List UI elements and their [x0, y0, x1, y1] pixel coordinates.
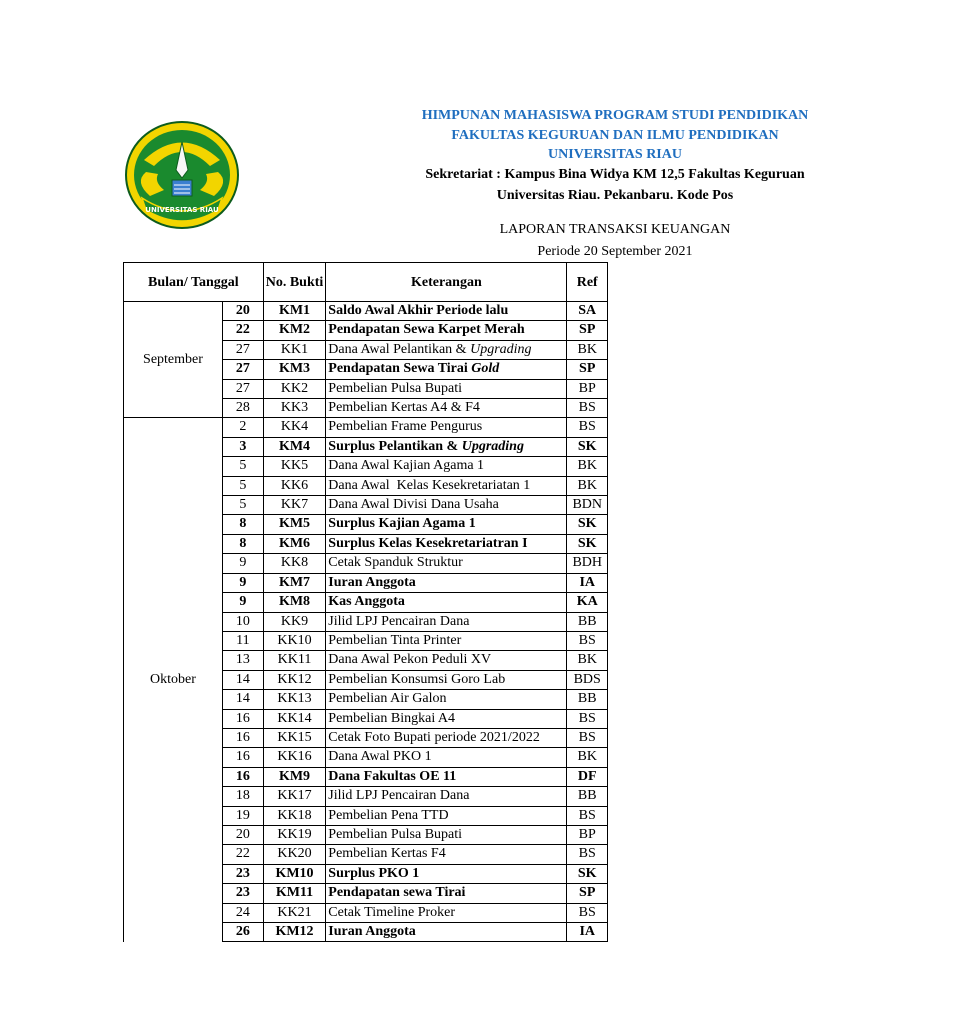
bukti-cell: KK5	[263, 457, 326, 476]
keterangan-text: Kas Anggota	[328, 594, 405, 610]
keterangan-cell	[326, 360, 567, 379]
keterangan-cell	[326, 399, 567, 418]
bukti-cell: KK7	[263, 496, 326, 515]
keterangan-text: Pembelian Air Galon	[328, 691, 447, 707]
col-header-keterangan: Keterangan	[326, 263, 567, 302]
keterangan-text: Dana Awal Kelas Kesekretariatan 1	[328, 477, 531, 493]
keterangan-cell	[326, 437, 567, 456]
bukti-cell: KK6	[263, 476, 326, 495]
keterangan-cell	[326, 825, 567, 844]
keterangan-text: Dana Awal Divisi Dana Usaha	[328, 497, 499, 513]
bukti-cell: KM9	[263, 767, 326, 786]
day-cell: 10	[222, 612, 263, 631]
bukti-cell: KK3	[263, 399, 326, 418]
keterangan-text: Pembelian Bingkai A4	[328, 710, 456, 726]
ref-cell: BK	[567, 340, 608, 359]
keterangan-italic-text: Gold	[471, 361, 500, 377]
ref-cell: BK	[567, 748, 608, 767]
keterangan-cell	[326, 864, 567, 883]
keterangan-text: Pembelian Kertas A4 & F4	[328, 400, 480, 416]
col-header-bulan-tanggal: Bulan/ Tanggal	[124, 263, 264, 302]
keterangan-text: Pendapatan Sewa Karpet Merah	[328, 322, 525, 338]
keterangan-text: Cetak Timeline Proker	[328, 904, 456, 920]
ref-cell: BS	[567, 631, 608, 650]
bukti-cell: KK11	[263, 651, 326, 670]
keterangan-cell	[326, 593, 567, 612]
keterangan-text: Surplus Kelas Kesekretariatran I	[328, 535, 528, 551]
bukti-cell: KK16	[263, 748, 326, 767]
col-header-ref: Ref	[567, 263, 608, 302]
keterangan-cell	[326, 631, 567, 650]
bukti-cell: KK1	[263, 340, 326, 359]
bukti-cell: KM11	[263, 884, 326, 903]
keterangan-cell	[326, 923, 567, 942]
keterangan-text: Pembelian Frame Pengurus	[328, 419, 483, 435]
bukti-cell: KK15	[263, 728, 326, 747]
month-cell-oktober: Oktober	[124, 418, 223, 942]
bukti-cell: KM5	[263, 515, 326, 534]
header-faculty: FAKULTAS KEGURUAN DAN ILMU PENDIDIKAN	[451, 128, 779, 143]
bukti-cell: KM3	[263, 360, 326, 379]
ref-cell: BB	[567, 612, 608, 631]
day-cell: 28	[222, 399, 263, 418]
keterangan-cell	[326, 302, 567, 321]
keterangan-text: Surplus Pelantikan &	[328, 438, 462, 454]
day-cell: 20	[222, 302, 263, 321]
keterangan-text: Dana Awal Pekon Peduli XV	[328, 652, 492, 668]
day-cell: 5	[222, 476, 263, 495]
ref-cell: BK	[567, 476, 608, 495]
keterangan-cell	[326, 496, 567, 515]
keterangan-italic-text: Upgrading	[470, 341, 532, 357]
bukti-cell: KM1	[263, 302, 326, 321]
bukti-cell: KK2	[263, 379, 326, 398]
ref-cell: DF	[567, 767, 608, 786]
keterangan-cell	[326, 534, 567, 553]
table-row	[124, 302, 608, 321]
bukti-cell: KK19	[263, 825, 326, 844]
day-cell: 26	[222, 923, 263, 942]
keterangan-text: Pendapatan Sewa Tirai	[328, 361, 472, 377]
keterangan-cell	[326, 670, 567, 689]
ref-cell: BS	[567, 806, 608, 825]
keterangan-cell	[326, 748, 567, 767]
keterangan-text: Dana Fakultas OE 11	[328, 768, 457, 784]
day-cell: 5	[222, 496, 263, 515]
bukti-cell: KK9	[263, 612, 326, 631]
day-cell: 19	[222, 806, 263, 825]
keterangan-cell	[326, 787, 567, 806]
keterangan-cell	[326, 845, 567, 864]
day-cell: 9	[222, 593, 263, 612]
ref-cell: BS	[567, 709, 608, 728]
ref-cell: BS	[567, 845, 608, 864]
keterangan-text: Pembelian Pulsa Bupati	[328, 826, 463, 842]
header-org-name: HIMPUNAN MAHASISWA PROGRAM STUDI PENDIDIKAN	[421, 108, 809, 123]
header-university: UNIVERSITAS RIAU	[548, 147, 682, 162]
keterangan-cell	[326, 457, 567, 476]
keterangan-text: Cetak Foto Bupati periode 2021/2022	[328, 729, 540, 745]
day-cell: 20	[222, 825, 263, 844]
header-address-line1: Sekretariat : Kampus Bina Widya KM 12,5 Fakultas Keguruan	[425, 167, 805, 182]
ref-cell: BDH	[567, 554, 608, 573]
keterangan-cell	[326, 651, 567, 670]
ref-cell: BDN	[567, 496, 608, 515]
keterangan-cell	[326, 554, 567, 573]
bukti-cell: KK13	[263, 690, 326, 709]
keterangan-cell	[326, 573, 567, 592]
bukti-cell: KK10	[263, 631, 326, 650]
bukti-cell: KM4	[263, 437, 326, 456]
logo-text: UNIVERSITAS RIAU	[145, 206, 219, 214]
ref-cell: SK	[567, 515, 608, 534]
keterangan-cell	[326, 340, 567, 359]
day-cell: 27	[222, 379, 263, 398]
ref-cell: BB	[567, 690, 608, 709]
keterangan-text: Pembelian Pulsa Bupati	[328, 380, 463, 396]
day-cell: 16	[222, 767, 263, 786]
day-cell: 8	[222, 534, 263, 553]
keterangan-cell	[326, 379, 567, 398]
ref-cell: SA	[567, 302, 608, 321]
transaction-table	[123, 262, 608, 942]
university-logo	[124, 120, 240, 230]
bukti-cell: KK18	[263, 806, 326, 825]
day-cell: 24	[222, 903, 263, 922]
ref-cell: SK	[567, 437, 608, 456]
keterangan-cell	[326, 515, 567, 534]
keterangan-text: Jilid LPJ Pencairan Dana	[328, 613, 470, 629]
keterangan-text: Surplus PKO 1	[328, 865, 420, 881]
day-cell: 14	[222, 690, 263, 709]
col-header-no-bukti: No. Bukti	[263, 263, 326, 302]
keterangan-text: Dana Awal PKO 1	[328, 749, 432, 765]
ref-cell: SP	[567, 884, 608, 903]
ref-cell: IA	[567, 923, 608, 942]
report-title: LAPORAN TRANSAKSI KEUANGAN	[499, 222, 731, 237]
bukti-cell: KM2	[263, 321, 326, 340]
ref-cell: KA	[567, 593, 608, 612]
day-cell: 9	[222, 554, 263, 573]
ref-cell: BS	[567, 903, 608, 922]
keterangan-text: Pembelian Tinta Printer	[328, 632, 462, 648]
ref-cell: BK	[567, 651, 608, 670]
day-cell: 23	[222, 884, 263, 903]
report-period: Periode 20 September 2021	[537, 244, 693, 259]
day-cell: 13	[222, 651, 263, 670]
keterangan-cell	[326, 767, 567, 786]
bukti-cell: KM7	[263, 573, 326, 592]
day-cell: 22	[222, 845, 263, 864]
month-cell-september: September	[124, 302, 223, 418]
day-cell: 16	[222, 748, 263, 767]
ref-cell: SK	[567, 534, 608, 553]
ref-cell: BP	[567, 379, 608, 398]
bukti-cell: KK20	[263, 845, 326, 864]
bukti-cell: KK4	[263, 418, 326, 437]
day-cell: 5	[222, 457, 263, 476]
ref-cell: BS	[567, 399, 608, 418]
keterangan-cell	[326, 612, 567, 631]
bukti-cell: KK12	[263, 670, 326, 689]
day-cell: 18	[222, 787, 263, 806]
keterangan-text: Pembelian Kertas F4	[328, 846, 446, 862]
keterangan-text: Iuran Anggota	[328, 574, 416, 590]
table-header-row	[124, 263, 608, 302]
day-cell: 9	[222, 573, 263, 592]
bukti-cell: KK17	[263, 787, 326, 806]
day-cell: 27	[222, 340, 263, 359]
transaction-rows	[124, 302, 608, 942]
day-cell: 22	[222, 321, 263, 340]
keterangan-text: Pembelian Konsumsi Goro Lab	[328, 671, 506, 687]
day-cell: 2	[222, 418, 263, 437]
bukti-cell: KM10	[263, 864, 326, 883]
bukti-cell: KM8	[263, 593, 326, 612]
keterangan-cell	[326, 709, 567, 728]
day-cell: 11	[222, 631, 263, 650]
bukti-cell: KK14	[263, 709, 326, 728]
ref-cell: IA	[567, 573, 608, 592]
keterangan-cell	[326, 903, 567, 922]
ref-cell: SP	[567, 360, 608, 379]
keterangan-cell	[326, 418, 567, 437]
bukti-cell: KK8	[263, 554, 326, 573]
ref-cell: BDS	[567, 670, 608, 689]
keterangan-text: Saldo Awal Akhir Periode lalu	[328, 303, 509, 318]
keterangan-text: Iuran Anggota	[328, 924, 416, 939]
keterangan-italic-text: Upgrading	[461, 438, 524, 454]
keterangan-text: Cetak Spanduk Struktur	[328, 555, 463, 571]
keterangan-cell	[326, 806, 567, 825]
day-cell: 23	[222, 864, 263, 883]
day-cell: 16	[222, 728, 263, 747]
keterangan-text: Dana Awal Kajian Agama 1	[328, 458, 485, 474]
keterangan-cell	[326, 321, 567, 340]
keterangan-cell	[326, 728, 567, 747]
bukti-cell: KM6	[263, 534, 326, 553]
keterangan-text: Dana Awal Pelantikan &	[328, 341, 471, 357]
keterangan-cell	[326, 884, 567, 903]
ref-cell: SP	[567, 321, 608, 340]
day-cell: 14	[222, 670, 263, 689]
header-address-line2: Universitas Riau. Pekanbaru. Kode Pos	[496, 188, 734, 203]
keterangan-cell	[326, 476, 567, 495]
day-cell: 3	[222, 437, 263, 456]
bukti-cell: KM12	[263, 923, 326, 942]
ref-cell: BS	[567, 728, 608, 747]
ref-cell: BK	[567, 457, 608, 476]
day-cell: 16	[222, 709, 263, 728]
keterangan-text: Jilid LPJ Pencairan Dana	[328, 788, 470, 804]
keterangan-text: Surplus Kajian Agama 1	[328, 516, 476, 532]
keterangan-cell	[326, 690, 567, 709]
table-row	[124, 418, 608, 437]
ref-cell: BB	[567, 787, 608, 806]
ref-cell: BS	[567, 418, 608, 437]
bukti-cell: KK21	[263, 903, 326, 922]
ref-cell: SK	[567, 864, 608, 883]
day-cell: 8	[222, 515, 263, 534]
keterangan-text: Pembelian Pena TTD	[328, 807, 449, 823]
keterangan-text: Pendapatan sewa Tirai	[328, 885, 466, 901]
ref-cell: BP	[567, 825, 608, 844]
day-cell: 27	[222, 360, 263, 379]
